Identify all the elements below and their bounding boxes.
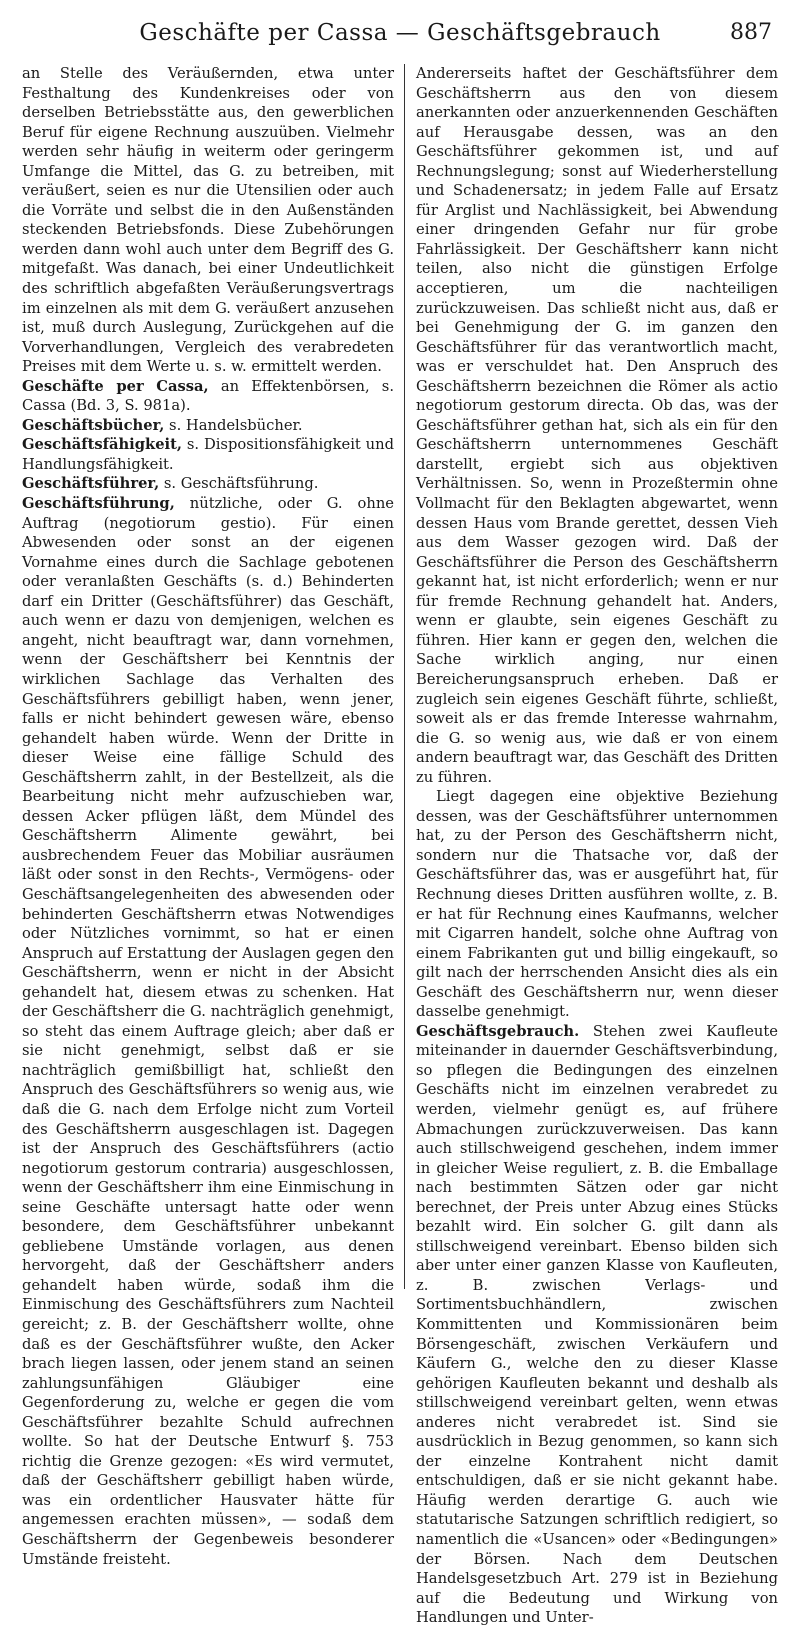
- entry-text: an Effektenbörsen, s. Cassa (Bd. 3, S. 981a).: [22, 377, 394, 415]
- page-number: 887: [730, 20, 772, 45]
- entry: [22, 435, 394, 474]
- entry-headword: Geschäftsgebrauch.: [416, 1022, 580, 1040]
- entry-headword: Geschäftsführung,: [22, 495, 175, 513]
- entry: [416, 1022, 778, 1628]
- entry-headword: Geschäftsbücher,: [22, 416, 165, 434]
- entry: [22, 474, 394, 494]
- page-header: [22, 10, 778, 50]
- entry-headword: Geschäftsfähigkeit,: [22, 436, 183, 454]
- entry-text: s. Dispositionsfähigkeit und Handlungsfähigkeit.: [22, 436, 394, 473]
- right-column: [416, 64, 778, 1627]
- paragraph-text: Andererseits haftet der Geschäftsführer dem Geschäftsherrn aus den von diesem anerkannten oder anzuerkennenden Geschäften auf Herausgabe dessen, was an den Geschäftsführer gekommen ist, und auf Rechnungslegung; sonst auf Wiederherstellung und Schadenersatz; in jedem Falle auf Ersatz für Arglist und Nachlässigkeit, bei Abwendung einer dringenden Gefahr nur für grobe Fahrlässigkeit. Der Geschäftsherr kann nicht teilen, also nicht die günstigen Erfolge acceptieren, um die nachteiligen zurückzuweisen. Das schließt nicht aus, daß er bei Genehmigung der G. im ganzen den Geschäftsführer für das verantwortlich macht, was er verschuldet hat. Den Anspruch des Geschäftsherrn bezeichnen die Römer als actio negotiorum gestorum directa. Ob das, was der Geschäftsführer gethan hat, sich als ein für den Geschäftsherrn unternommenes Geschäft darstellt, ergiebt sich aus objektiven Verhältnissen. So, wenn in Prozeßtermin ohne Vollmacht für den Beklagten abgewartet, wenn dessen Haus vom Brande gerettet, dessen Vieh aus dem Wasser gezogen wird. Daß der Geschäftsführer die Person des Geschäftsherrn gekannt hat, ist nicht erforderlich; wenn er nur für fremde Rechnung gehandelt hat. Anders, wenn er glaubte, sein eigenes Geschäft zu führen. Hier kann er gegen den, welchen die Sache wirklich anging, nur einen Bereicherungsanspruch erheben. Daß er zugleich sein eigenes Geschäft führte, schließt, soweit als er das fremde Interesse wahrnahm, die G. so wenig aus, wie daß er von einem andern beauftragt war, das Geschäft des Dritten zu führen.: [416, 65, 778, 786]
- entry-headword: Geschäfte per Cassa,: [22, 377, 209, 395]
- running-title: Geschäfte per Cassa — Geschäftsgebrauch: [139, 20, 661, 46]
- entry-headword: Geschäftsführer,: [22, 475, 160, 493]
- entry: [22, 416, 394, 436]
- entry: [22, 377, 394, 416]
- column-divider: [404, 64, 405, 1289]
- entry: [22, 494, 394, 1569]
- entry-text: s. Handelsbücher.: [164, 416, 303, 434]
- entry-text: s. Geschäftsführung.: [159, 475, 319, 493]
- paragraph-text: an Stelle des Veräußernden, etwa unter Festhaltung des Kundenkreises oder von derselben Betriebsstätte aus, den gewerblichen Beruf für eigene Rechnung auszuüben. Vielmehr werden sehr häufig in weiterm oder geringerm Umfange die Mittel, das G. zu betreiben, mit veräußert, seien es nur die Utensilien oder auch die Vorräte und selbst die in den Außenständen steckenden Betriebsfonds. Diese Zubehörungen werden dann wohl auch unter dem Begriff des G. mitgefaßt. Was danach, bei einer Undeutlichkeit des schriftlich abgefaßten Veräußerungsvertrags im einzelnen als mit dem G. veräußert anzusehen ist, muß durch Auslegung, Zurückgehen auf die Vorverhandlungen, Vergleich des verabredeten Preises mit dem Werte u. s. w. ermittelt werden.: [22, 65, 394, 376]
- paragraph: [416, 787, 778, 1022]
- paragraph: [22, 64, 394, 377]
- entry-text: Stehen zwei Kaufleute miteinander in dauernder Geschäftsverbindung, so pflegen die Bedingungen des einzelnen Geschäfts nicht im einzelnen verabredet zu werden, vielmehr genügt es, auf frühere Abmachungen zurückzuverweisen. Das kann auch stillschweigend geschehen, indem immer in gleicher Weise reguliert, z. B. die Emballage nach bestimmten Sätzen oder gar nicht berechnet, der Preis unter Abzug eines Stücks bezahlt wird. Ein solcher G. gilt dann als stillschweigend vereinbart. Ebenso bilden sich aber unter einer ganzen Klasse von Kaufleuten, z. B. zwischen Verlags- und Sortimentsbuchhändlern, zwischen Kommittenten und Kommissionären beim Börsengeschäft, zwischen Verkäufern und Käufern G., welche den zu dieser Klasse gehörigen Kaufleuten bekannt und deshalb als stillschweigend vereinbart gelten, wenn etwas anderes nicht verabredet ist. Sind sie ausdrücklich in Bezug genommen, so kann sich der einzelne Kontrahent nicht damit entschuldigen, daß er sie nicht gekannt habe. Häufig werden derartige G. auch wie statutarische Satzungen schriftlich redigiert, so namentlich die «Usancen» oder «Bedingungen» der Börsen. Nach dem Deutschen Handelsgesetzbuch Art. 279 ist in Beziehung auf die Bedeutung und Wirkung von Handlungen und Unter-: [416, 1022, 778, 1627]
- left-column: [22, 64, 394, 1568]
- entry-text: nützliche, oder G. ohne Auftrag (negotiorum gestio). Für einen Abwesenden oder sonst an der eigenen Vornahme eines durch die Sachlage gebotenen oder veranlaßten Geschäfts (s. d.) Behinderten darf ein Dritter (Geschäftsführer) das Geschäft, auch wenn er dazu von demjenigen, welchen es angeht, nicht beauftragt war, dann vornehmen, wenn der Geschäftsherr bei Kenntnis der wirklichen Sachlage das Verhalten des Geschäftsführers gebilligt haben, wenn jener, falls er nicht behindert gewesen wäre, ebenso gehandelt haben würde. Wenn der Dritte in dieser Weise eine fällige Schuld des Geschäftsherrn zahlt, in der Bestellzeit, als die Bearbeitung nicht mehr aufzuschieben war, dessen Acker pflügen läßt, dem Mündel des Geschäftsherrn Alimente gewährt, bei ausbrechendem Feuer das Mobiliar ausräumen läßt oder sonst in den Rechts-, Vermögens- oder Geschäftsangelegenheiten des abwesenden oder behinderten Geschäftsherrn etwas Notwendiges oder Nützliches vornimmt, so hat er einen Anspruch auf Erstattung der Auslagen gegen den Geschäftsherrn, wenn er nicht in der Absicht gehandelt hat, diesem etwas zu schenken. Hat der Geschäftsherr die G. nachträglich genehmigt, so steht das einem Auftrage gleich; aber daß er sie nicht genehmigt, selbst daß er sie nachträglich gemißbilligt hat, schließt den Anspruch des Geschäftsführers so wenig aus, wie daß die G. nach dem Erfolge nicht zum Vorteil des Geschäftsherrn ausgeschlagen ist. Dagegen ist der Anspruch des Geschäftsführers (actio negotiorum gestorum contraria) ausgeschlossen, wenn der Geschäftsherr ihm eine Einmischung in seine Geschäfte untersagt hatte oder wenn besondere, dem Geschäftsführer unbekannt gebliebene Umstände vorlagen, aus denen hervorgeht, daß der Geschäftsherr anders gehandelt haben würde, sodaß ihm die Einmischung des Geschäftsführers zum Nachteil gereicht; z. B. der Geschäftsherr wollte, ohne daß es der Geschäftsführer wußte, den Acker brach liegen lassen, oder jenem stand an seinen zahlungsunfähigen Gläubiger eine Gegenforderung zu, welche er gegen die vom Geschäftsführer bezahlte Schuld aufrechnen wollte. So hat der Deutsche Entwurf §. 753 richtig die Grenze gezogen: «Es wird vermutet, daß der Geschäftsherr gebilligt haben würde, was ein ordentlicher Hausvater hätte für angemessen erachten müssen», — sodaß dem Geschäftsherrn der Gegenbeweis besonderer Umstände freisteht.: [22, 495, 394, 1568]
- paragraph: [416, 64, 778, 787]
- paragraph-text: Liegt dagegen eine objektive Beziehung dessen, was der Geschäftsführer unternommen hat, zu der Person des Geschäftsherrn nicht, sondern nur die Thatsache vor, daß der Geschäftsführer das, was er ausgeführt hat, für Rechnung dieses Dritten ausführen wollte, z. B. er hat für Rechnung eines Kaufmanns, welcher mit Cigarren handelt, solche ohne Auftrag von einem Fabrikanten gut und billig eingekauft, so gilt nach der herrschenden Ansicht dies als ein Geschäft des Geschäftsherrn nur, wenn dieser dasselbe genehmigt.: [416, 788, 778, 1021]
